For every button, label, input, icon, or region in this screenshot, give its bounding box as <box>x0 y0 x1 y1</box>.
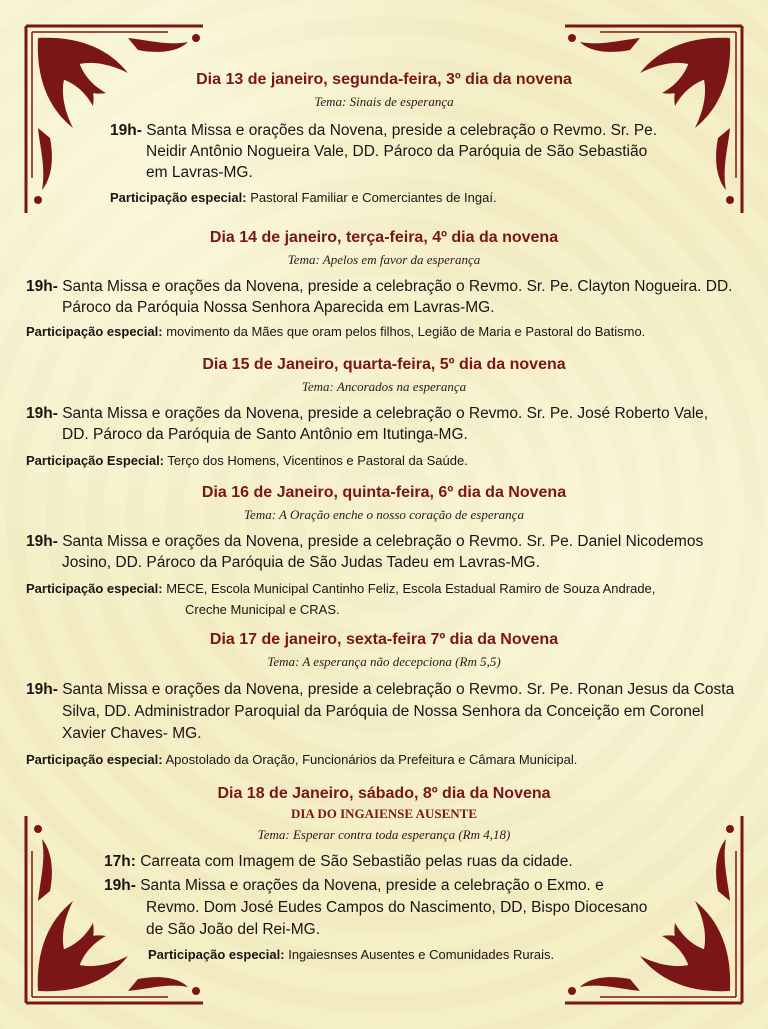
participation-text: Pastoral Familiar e Comerciantes de Ingaí. <box>250 190 497 205</box>
participation-text: movimento da Mães que oram pelos filhos, Legião de Maria e Pastoral do Batismo. <box>166 324 646 339</box>
mass-text: Xavier Chaves- MG. <box>62 725 202 742</box>
mass-text: DD. Pároco da Paróquia de Santo Antônio em Itutinga-MG. <box>62 426 468 443</box>
corner-ornament-top-right <box>560 18 750 218</box>
mass-text: Santa Missa e orações da Novena, preside a celebração o Revmo. Sr. Pe. <box>146 122 658 139</box>
day-theme: Tema: Sinais de esperança <box>314 94 454 109</box>
mass-text: Santa Missa e orações da Novena, preside a celebração o Exmo. e <box>140 877 604 894</box>
day-title: Dia 15 de Janeiro, quarta-feira, 5º dia da novena <box>202 356 566 373</box>
participation-text: Creche Municipal e CRAS. <box>185 602 340 617</box>
mass-text: Santa Missa e orações da Novena, preside a celebração o Revmo. Sr. Pe. Ronan Jesus da Costa <box>62 681 735 698</box>
day-theme: Tema: A Oração enche o nosso coração de esperança <box>244 507 524 522</box>
day-subtitle: DIA DO INGAIENSE AUSENTE <box>290 806 478 821</box>
participation-label: Participação especial: <box>148 947 285 962</box>
mass-text: Santa Missa e orações da Novena, preside a celebração o Revmo. Sr. Pe. Daniel Nicodemos <box>62 533 704 550</box>
participation-label: Participação especial: <box>26 324 163 339</box>
participation-text: MECE, Escola Municipal Cantinho Feliz, Escola Estadual Ramiro de Souza Andrade, <box>166 581 656 596</box>
mass-text: Santa Missa e orações da Novena, preside a celebração o Revmo. Sr. Pe. Clayton Nogueira. DD. <box>62 278 733 295</box>
day-theme: Tema: Apelos em favor da esperança <box>287 252 481 267</box>
participation-text: Apostolado da Oração, Funcionários da Prefeitura e Câmara Municipal. <box>165 752 578 767</box>
mass-text: Silva, DD. Administrador Paroquial da Paróquia de Nossa Senhora da Conceição em Coronel <box>62 703 704 720</box>
day-title: Dia 16 de Janeiro, quinta-feira, 6º dia da Novena <box>201 484 567 501</box>
day-theme: Tema: Esperar contra toda esperança (Rm 4,18) <box>257 827 511 842</box>
participation-label: Participação especial: <box>26 752 163 767</box>
participation-label: Participação Especial: <box>26 453 165 468</box>
mass-text: de São João del Rei-MG. <box>146 921 321 938</box>
day-title: Dia 17 de janeiro, sexta-feira 7º dia da Novena <box>209 631 559 648</box>
corner-ornament-top-left <box>18 18 208 218</box>
mass-text: Revmo. Dom José Eudes Campos do Nascimento, DD, Bispo Diocesano <box>146 899 648 916</box>
day-title: Dia 13 de janeiro, segunda-feira, 3º dia da novena <box>196 71 572 88</box>
time-label: 19h- <box>26 405 58 422</box>
mass-text: em Lavras-MG. <box>146 164 253 181</box>
participation-text: Terço dos Homens, Vicentinos e Pastoral da Saúde. <box>167 453 468 468</box>
mass-text: Neidir Antônio Nogueira Vale, DD. Pároco da Paróquia de São Sebastião <box>146 143 648 160</box>
participation-text: Ingaiesnses Ausentes e Comunidades Rurais. <box>288 947 555 962</box>
time-label: 19h- <box>26 681 58 698</box>
mass-text: Josino, DD. Pároco da Paróquia de São Judas Tadeu em Lavras-MG. <box>62 554 540 571</box>
time-label: 19h- <box>104 877 136 894</box>
mass-text: Pároco da Paróquia Nossa Senhora Aparecida em Lavras-MG. <box>62 299 495 316</box>
day-theme: Tema: A esperança não decepciona (Rm 5,5) <box>267 654 501 669</box>
participation-label: Participação especial: <box>26 581 163 596</box>
event-text: Carreata com Imagem de São Sebastião pelas ruas da cidade. <box>140 853 573 870</box>
time-label: 19h- <box>26 278 58 295</box>
day-title: Dia 14 de janeiro, terça-feira, 4º dia da novena <box>209 229 559 246</box>
time-label: 17h: <box>104 853 136 870</box>
day-theme: Tema: Ancorados na esperança <box>301 379 467 394</box>
participation-label: Participação especial: <box>110 190 247 205</box>
time-label: 19h- <box>26 533 58 550</box>
time-label: 19h- <box>110 122 142 139</box>
day-title: Dia 18 de Janeiro, sábado, 8º dia da Novena <box>217 785 551 802</box>
mass-text: Santa Missa e orações da Novena, preside a celebração o Revmo. Sr. Pe. José Roberto Vale, <box>62 405 709 422</box>
